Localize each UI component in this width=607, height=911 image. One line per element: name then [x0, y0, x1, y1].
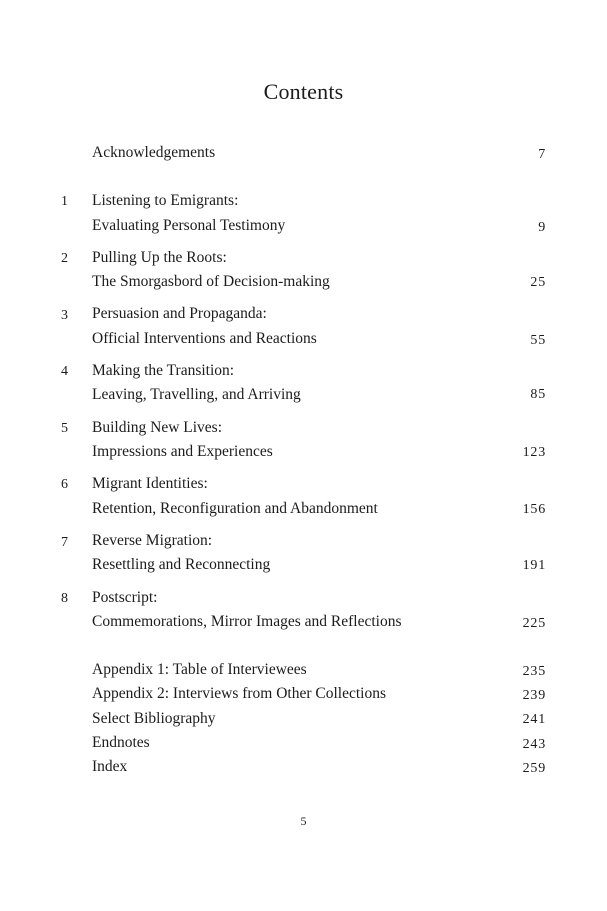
- toc-entry-label: Appendix 2: Interviews from Other Collections: [92, 685, 387, 702]
- toc-page-number: 235: [522, 664, 546, 679]
- chapter-title: Reverse Migration:: [92, 532, 213, 549]
- toc-entry-label: Acknowledgements: [92, 144, 216, 161]
- toc-entry-label: Appendix 1: Table of Interviewees: [92, 661, 307, 678]
- toc-page-number: 259: [522, 761, 546, 776]
- chapter-subtitle: Commemorations, Mirror Images and Reflections: [92, 613, 402, 630]
- chapter-subtitle: Retention, Reconfiguration and Abandonment: [92, 500, 378, 517]
- toc-page-number: 9: [538, 220, 546, 235]
- chapter-number: 1: [61, 194, 68, 209]
- chapter-number: 4: [61, 364, 68, 379]
- toc-page-number: 7: [538, 147, 546, 162]
- toc-entry-label: Index: [92, 758, 128, 775]
- toc-page-number: 191: [522, 558, 546, 573]
- chapter-subtitle: The Smorgasbord of Decision-making: [92, 273, 330, 290]
- toc-page-number: 225: [522, 616, 546, 631]
- chapter-title: Postscript:: [92, 589, 158, 606]
- toc-entry-label: Endnotes: [92, 734, 150, 751]
- chapter-title: Pulling Up the Roots:: [92, 249, 227, 266]
- chapter-title: Building New Lives:: [92, 419, 223, 436]
- toc-page-number: 241: [522, 712, 546, 727]
- toc-page-number: 239: [522, 688, 546, 703]
- chapter-title: Persuasion and Propaganda:: [92, 305, 267, 322]
- chapter-title: Migrant Identities:: [92, 475, 208, 492]
- chapter-number: 6: [61, 477, 68, 492]
- toc-page-number: 25: [530, 275, 546, 290]
- chapter-number: 5: [61, 421, 68, 436]
- toc-entry-label: Select Bibliography: [92, 710, 216, 727]
- chapter-subtitle: Evaluating Personal Testimony: [92, 217, 286, 234]
- chapter-number: 3: [61, 308, 68, 323]
- toc-page-number: 85: [530, 387, 546, 402]
- chapter-number: 2: [61, 251, 68, 266]
- page-title: Contents: [263, 79, 344, 104]
- toc-page-number: 156: [522, 502, 546, 517]
- chapter-subtitle: Resettling and Reconnecting: [92, 556, 271, 573]
- page-folio: 5: [300, 814, 307, 828]
- toc-page-number: 55: [530, 333, 546, 348]
- toc-page-number: 123: [522, 445, 546, 460]
- toc-page-number: 243: [522, 737, 546, 752]
- chapter-subtitle: Leaving, Travelling, and Arriving: [92, 386, 301, 403]
- chapter-number: 7: [61, 535, 68, 550]
- chapter-title: Listening to Emigrants:: [92, 192, 239, 209]
- chapter-subtitle: Impressions and Experiences: [92, 443, 273, 460]
- chapter-number: 8: [61, 591, 68, 606]
- chapter-title: Making the Transition:: [92, 362, 235, 379]
- chapter-subtitle: Official Interventions and Reactions: [92, 330, 317, 347]
